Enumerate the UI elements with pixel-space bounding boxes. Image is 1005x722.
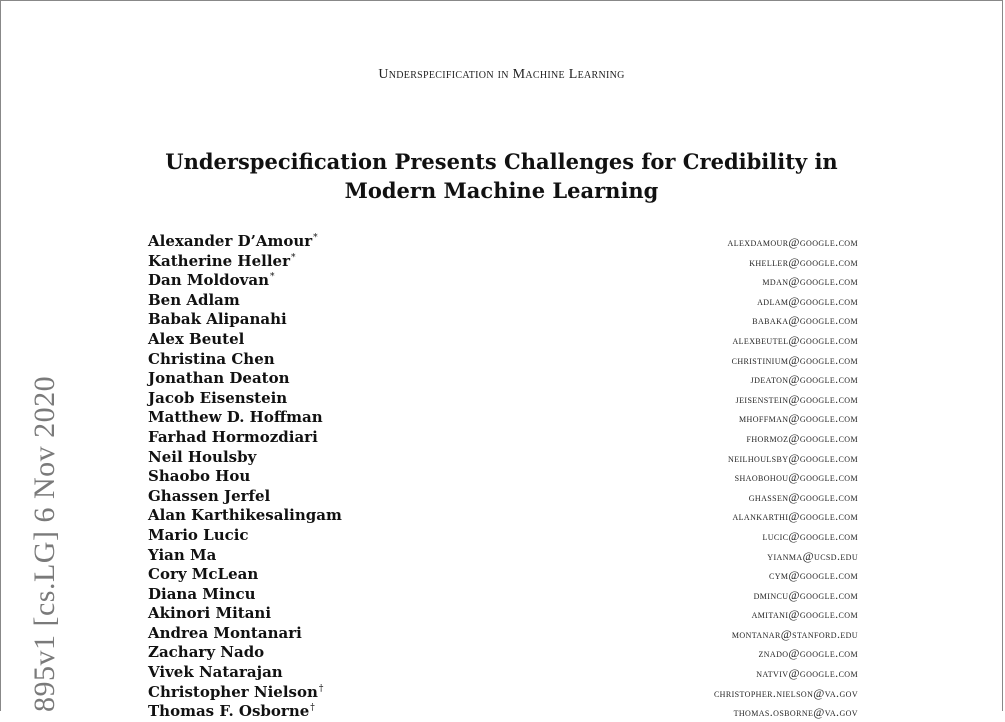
author-email[interactable]: mdan@google.com <box>762 274 858 289</box>
author-row <box>148 467 858 487</box>
author-row <box>148 526 858 546</box>
author-name-text: Zachary Nado <box>148 643 265 662</box>
author-row <box>148 330 858 350</box>
author-name-text: Jonathan Deaton <box>148 369 290 388</box>
author-name-text: Alex Beutel <box>148 329 245 348</box>
author-name <box>148 702 315 720</box>
author-name <box>148 252 295 270</box>
author-email[interactable]: babaka@google.com <box>752 313 858 328</box>
author-name <box>148 683 323 701</box>
author-row <box>148 702 858 722</box>
author-name <box>148 506 342 524</box>
author-name-text: Matthew D. Hoffman <box>148 408 323 427</box>
author-name <box>148 663 283 681</box>
author-name-text: Christina Chen <box>148 349 275 368</box>
author-row <box>148 663 858 683</box>
author-footnote-mark: * <box>313 233 318 243</box>
author-row <box>148 604 858 624</box>
author-email[interactable]: jeisenstein@google.com <box>735 391 858 406</box>
author-name <box>148 350 275 368</box>
author-email[interactable]: mhoffman@google.com <box>739 411 858 426</box>
author-row <box>148 643 858 663</box>
author-name-text: Alexander D’Amour <box>148 232 313 250</box>
author-row <box>148 565 858 585</box>
author-row <box>148 291 858 311</box>
author-email[interactable]: znado@google.com <box>758 646 858 661</box>
author-row <box>148 350 858 370</box>
author-name-text: Diana Mincu <box>148 584 256 603</box>
author-name <box>148 330 244 348</box>
author-row <box>148 369 858 389</box>
author-footnote-mark: † <box>318 683 324 694</box>
paper-title <box>1 147 1002 205</box>
author-row <box>148 585 858 605</box>
author-row <box>148 428 858 448</box>
author-email[interactable]: lucic@google.com <box>762 528 858 543</box>
author-name-text: Jacob Eisenstein <box>148 388 288 407</box>
author-name-text: Shaobo Hou <box>148 467 251 486</box>
title-line: Underspecification Presents Challenges for Credibility in <box>165 149 838 174</box>
author-email[interactable]: yianma@ucsd.edu <box>767 548 858 563</box>
author-row <box>148 310 858 330</box>
author-name-text: Babak Alipanahi <box>148 310 287 329</box>
author-name <box>148 604 271 622</box>
author-email[interactable]: natviv@google.com <box>756 666 858 681</box>
author-row <box>148 252 858 272</box>
author-footnote-mark: * <box>270 272 275 283</box>
author-footnote-mark: * <box>290 252 296 263</box>
author-email[interactable]: shaobohou@google.com <box>734 470 858 485</box>
author-footnote-mark: † <box>310 703 315 714</box>
author-name <box>148 389 287 407</box>
author-name-text: Yian Ma <box>148 545 217 564</box>
author-name <box>148 448 256 466</box>
author-name <box>148 310 287 328</box>
author-name-text: Ben Adlam <box>148 290 240 309</box>
author-email[interactable]: jdeaton@google.com <box>750 372 858 387</box>
author-name-text: Katherine Heller <box>148 251 290 270</box>
author-name-text: Christopher Nielson <box>148 682 318 701</box>
author-name <box>148 369 290 387</box>
author-name <box>148 624 302 642</box>
author-row <box>148 546 858 566</box>
author-email[interactable]: ghassen@google.com <box>748 489 858 504</box>
author-row <box>148 389 858 409</box>
author-row <box>148 448 858 468</box>
running-head: Underspecification in Machine Learning <box>378 67 625 82</box>
author-email[interactable]: adlam@google.com <box>757 293 858 308</box>
author-name-text: Mario Lucic <box>148 525 249 544</box>
author-name-text: Vivek Natarajan <box>148 663 283 682</box>
author-name-text: Farhad Hormozdiari <box>148 427 318 446</box>
author-name <box>148 467 250 485</box>
author-list <box>148 232 858 722</box>
author-email[interactable]: cym@google.com <box>769 568 858 583</box>
author-email[interactable]: montanar@stanford.edu <box>731 626 858 641</box>
author-name <box>148 585 256 603</box>
author-name <box>148 565 258 583</box>
author-row <box>148 271 858 291</box>
author-email[interactable]: christinium@google.com <box>731 352 858 367</box>
author-email[interactable]: dmincu@google.com <box>753 587 858 602</box>
author-email[interactable]: neilhoulsby@google.com <box>728 450 858 465</box>
arxiv-stamp: 895v1 [cs.LG] 6 Nov 2020 <box>28 375 61 712</box>
author-name-text: Neil Houlsby <box>148 447 257 466</box>
author-name <box>148 643 264 661</box>
author-row <box>148 487 858 507</box>
title-line: Modern Machine Learning <box>344 178 659 203</box>
author-row <box>148 683 858 703</box>
author-email[interactable]: thomas.osborne@va.gov <box>733 705 858 720</box>
author-email[interactable]: kheller@google.com <box>749 254 858 269</box>
author-email[interactable]: alexbeutel@google.com <box>732 332 858 347</box>
author-name-text: Cory McLean <box>148 565 259 584</box>
author-email[interactable]: christopher.nielson@va.gov <box>713 685 858 700</box>
author-name <box>148 428 318 446</box>
author-email[interactable]: fhormoz@google.com <box>746 430 858 445</box>
author-name-text: Alan Karthikesalingam <box>148 506 342 525</box>
author-name-text: Dan Moldovan <box>148 271 269 290</box>
author-name <box>148 546 216 564</box>
author-email[interactable]: alexdamour@google.com <box>727 235 858 249</box>
author-name-text: Ghassen Jerfel <box>148 486 271 505</box>
author-row <box>148 232 858 252</box>
author-name <box>148 408 323 426</box>
author-email[interactable]: alankarthi@google.com <box>732 509 858 524</box>
author-name-text: Akinori Mitani <box>148 604 272 623</box>
author-name <box>148 271 275 289</box>
author-name <box>148 291 240 309</box>
author-row <box>148 506 858 526</box>
author-name <box>148 487 270 505</box>
author-name <box>148 232 318 250</box>
author-name <box>148 526 249 544</box>
author-email[interactable]: amitani@google.com <box>751 607 858 622</box>
author-name-text: Andrea Montanari <box>148 623 302 642</box>
author-row <box>148 408 858 428</box>
author-row <box>148 624 858 644</box>
author-name-text: Thomas F. Osborne <box>148 702 310 721</box>
